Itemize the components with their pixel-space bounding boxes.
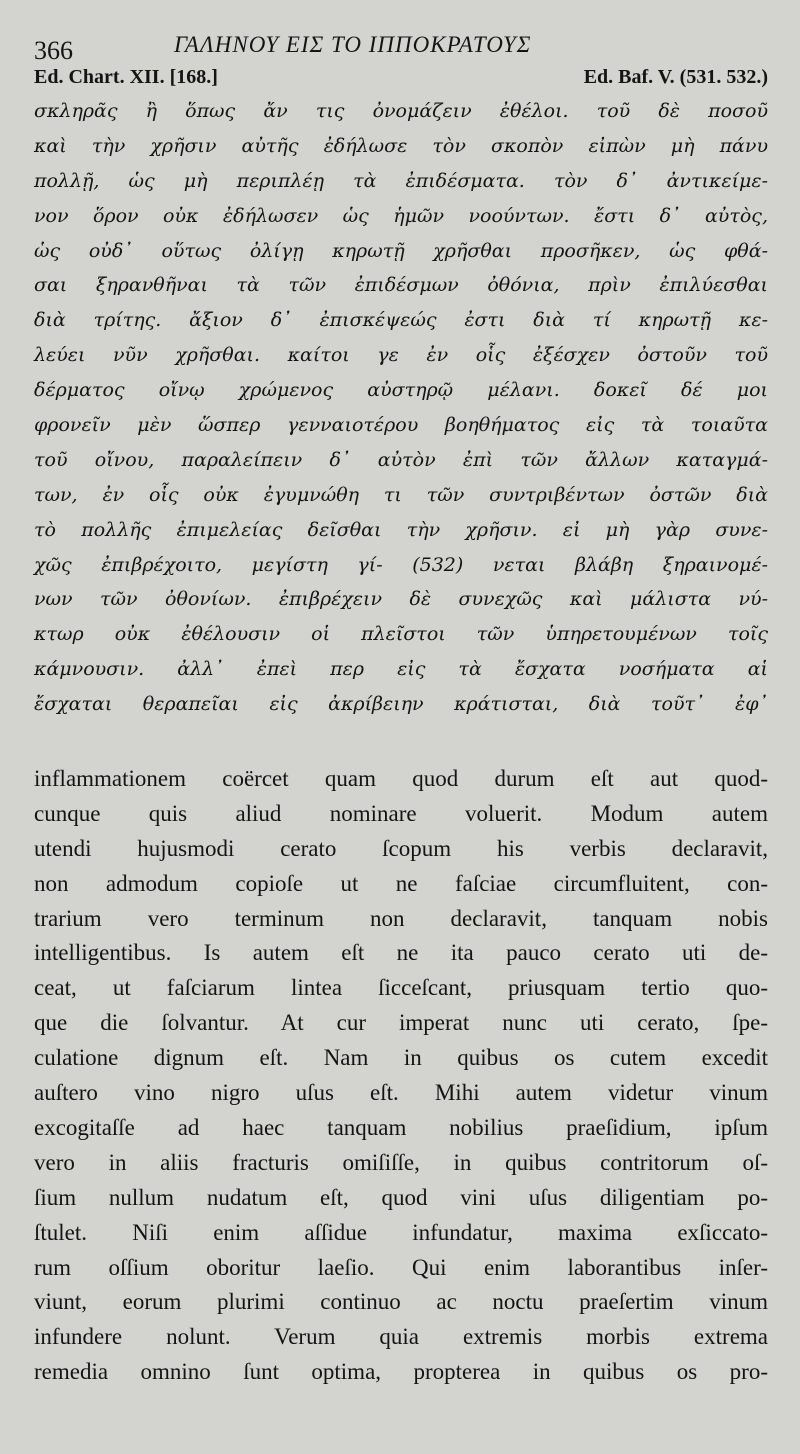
- latin-text-line: ſium nullum nudatum eſt, quod vini uſus diligentiam po-: [34, 1184, 768, 1210]
- latin-text-line: trarium vero terminum non declaravit, tanquam nobis: [34, 905, 768, 931]
- greek-text-line: δέρματος οἴνῳ χρώμενος αὐστηρῷ μέλανι. δοκεῖ δέ μοι: [34, 379, 768, 402]
- latin-text-line: rum oſſium oboritur laeſio. Qui enim laborantibus inſer-: [34, 1254, 768, 1280]
- latin-text-block: [34, 762, 768, 1390]
- latin-text-line: ceat, ut faſciarum lintea ſicceſcant, priusquam tertio quo-: [34, 975, 768, 1001]
- greek-text-line: φρονεῖν μὲν ὥσπερ γενναιοτέρου βοηθήματος εἰς τὰ τοιαῦτα: [34, 414, 768, 437]
- greek-text-line: νων τῶν ὀθονίων. ἐπιβρέχειν δὲ συνεχῶς καὶ μάλιστα νύ-: [34, 588, 768, 611]
- latin-text-line: non admodum copioſe ut ne faſciae circumfluitent, con-: [34, 870, 768, 896]
- greek-text-line: ἔσχαται θεραπεῖαι εἰς ἀκρίβειην κράτισται, διὰ τοῦτ᾽ ἐφ᾽: [34, 693, 768, 716]
- latin-text-line: infundere nolunt. Verum quia extremis morbis extrema: [34, 1324, 768, 1350]
- latin-text-line: viunt, eorum plurimi continuo ac noctu praeſertim vinum: [34, 1289, 768, 1315]
- latin-text-line: vero in aliis fracturis omiſiſſe, in quibus contritorum oſ-: [34, 1149, 768, 1175]
- greek-text-line: τὸ πολλῆς ἐπιμελείας δεῖσθαι τὴν χρῆσιν. εἰ μὴ γὰρ συνε-: [34, 518, 768, 541]
- latin-text-line: ſtulet. Niſi enim aſſidue infundatur, maxima exſiccato-: [34, 1219, 768, 1245]
- greek-text-line: πολλῇ, ὡς μὴ περιπλέῃ τὰ ἐπιδέσματα. τὸν δ᾽ ἀντικείμε-: [34, 169, 768, 192]
- latin-text-line: que die ſolvantur. At cur imperat nunc uti cerato, ſpe-: [34, 1010, 768, 1036]
- greek-text-line: λεύει νῦν χρῆσθαι. καίτοι γε ἐν οἷς ἐξέσχεν ὀστοῦν τοῦ: [34, 344, 768, 367]
- greek-text-line: κάμνουσιν. ἀλλ᾽ ἐπεὶ περ εἰς τὰ ἔσχατα νοσήματα αἱ: [34, 658, 768, 681]
- page-number: 366: [34, 36, 73, 65]
- latin-text-line: auſtero vino nigro uſus eſt. Mihi autem videtur vinum: [34, 1080, 768, 1106]
- greek-text-line: καὶ τὴν χρῆσιν αὐτῆς ἐδήλωσε τὸν σκοπὸν εἰπὼν μὴ πάνυ: [34, 134, 768, 157]
- running-title: ΓΑΛΗΝΟΥ ΕΙΣ ΤΟ ΙΠΠΟΚΡΑΤΟΥΣ: [174, 32, 532, 57]
- edition-references: [34, 66, 768, 92]
- latin-text-line: cunque quis aliud nominare voluerit. Modum autem: [34, 800, 768, 826]
- greek-text-block: [34, 94, 768, 722]
- edition-chartier: Ed. Chart. XII. [168.]: [34, 66, 218, 88]
- latin-text-line: intelligentibus. Is autem eſt ne ita pauco cerato uti de-: [34, 940, 768, 966]
- latin-text-line: excogitaſſe ad haec tanquam nobilius praeſidium, ipſum: [34, 1114, 768, 1140]
- edition-basel: Ed. Baf. V. (531. 532.): [583, 66, 768, 88]
- greek-text-line: νον ὅρον οὐκ ἐδήλωσεν ὡς ἡμῶν νοούντων. ἔστι δ᾽ αὐτὸς,: [34, 204, 768, 227]
- greek-text-line: των, ἐν οἷς οὐκ ἐγυμνώθη τι τῶν συντριβέντων ὀστῶν διὰ: [34, 483, 768, 506]
- latin-text-line: utendi hujusmodi cerato ſcopum his verbis declaravit,: [34, 835, 768, 861]
- greek-text-line: ὡς οὐδ᾽ οὕτως ὀλίγῃ κηρωτῇ χρῆσθαι προσῆκεν, ὡς φθά-: [34, 239, 768, 262]
- page-header: [34, 0, 768, 66]
- greek-text-line: χῶς ἐπιβρέχοιτο, μεγίστη γί- (532) νεται βλάβη ξηραινομέ-: [34, 553, 768, 576]
- greek-text-line: κτωρ οὐκ ἐθέλουσιν οἱ πλεῖστοι τῶν ὑπηρετουμένων τοῖς: [34, 623, 768, 646]
- greek-text-line: διὰ τρίτης. ἄξιον δ᾽ ἐπισκέψεώς ἐστι διὰ τί κηρωτῇ κε-: [34, 309, 768, 332]
- latin-text-line: culatione dignum eſt. Nam in quibus os cutem excedit: [34, 1045, 768, 1071]
- greek-text-line: σαι ξηρανθῆναι τὰ τῶν ἐπιδέσμων ὀθόνια, πρὶν ἐπιλύεσθαι: [34, 274, 768, 297]
- latin-text-line: inflammationem coërcet quam quod durum eſt aut quod-: [34, 766, 768, 792]
- greek-text-line: τοῦ οἴνου, παραλείπειν δ᾽ αὐτὸν ἐπὶ τῶν ἄλλων καταγμά-: [34, 448, 768, 471]
- greek-text-line: σκληρᾶς ἢ ὅπως ἄν τις ὀνομάζειν ἐθέλοι. τοῦ δὲ ποσοῦ: [34, 100, 768, 122]
- latin-text-line: remedia omnino ſunt optima, propterea in quibus os pro-: [34, 1359, 768, 1385]
